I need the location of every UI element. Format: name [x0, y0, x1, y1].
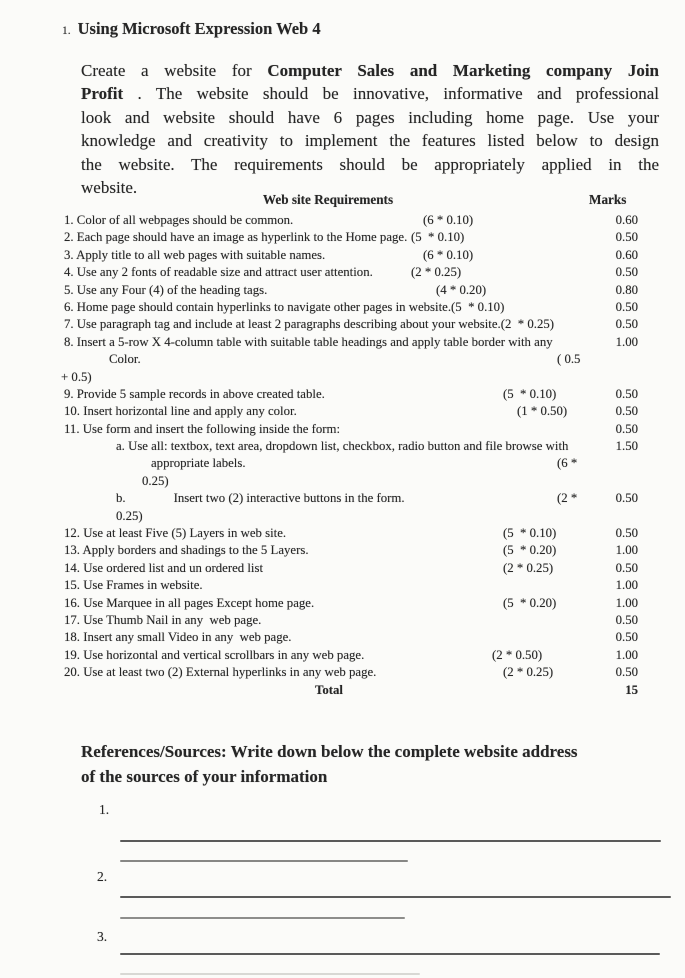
requirement-mark: 0.50: [615, 404, 638, 419]
writing-line: [120, 953, 660, 955]
writing-line: [120, 973, 420, 975]
requirement-row: [0, 456, 685, 473]
requirement-weighting: (5 * 0.20): [503, 595, 557, 610]
requirement-text: 0.25): [142, 473, 169, 488]
requirement-row: [0, 683, 685, 700]
requirement-text: 11. Use form and insert the following inside the form:: [64, 421, 341, 436]
requirement-row: [0, 230, 685, 247]
requirement-mark: 0.50: [615, 560, 638, 575]
requirement-weighting: (1 * 0.50): [517, 404, 568, 419]
requirement-row: [0, 491, 685, 508]
requirement-mark: 1.00: [615, 647, 638, 662]
intro-text: Create a website for: [81, 61, 268, 80]
intro-text: . The website should be innovative, informative and professional: [123, 84, 659, 104]
requirement-text: 6. Home page should contain hyperlinks to navigate other pages in website.(5 * 0.10): [64, 299, 505, 314]
requirement-row: [0, 509, 685, 526]
requirement-weighting: (6 *: [557, 456, 578, 471]
requirement-weighting: (2 *: [557, 491, 578, 506]
requirement-mark: 1.50: [615, 439, 638, 454]
requirement-row: [0, 613, 685, 630]
intro-line: [81, 82, 659, 105]
requirement-text: 19. Use horizontal and vertical scrollbars in any web page.: [64, 647, 365, 662]
requirement-weighting: (4 * 0.20): [436, 282, 487, 297]
requirement-row: [0, 648, 685, 665]
writing-line: [120, 896, 671, 898]
reference-number: 2.: [97, 869, 108, 884]
section-number: 1.: [62, 25, 71, 37]
requirement-text: 3. Apply title to all web pages with suitable names.: [64, 247, 326, 262]
requirement-row: [0, 578, 685, 595]
requirement-mark: 1.00: [615, 334, 638, 349]
writing-line: [120, 860, 408, 862]
requirement-mark: 0.50: [615, 665, 638, 680]
requirement-row: [0, 352, 685, 369]
section-title: Using Microsoft Expression Web 4: [77, 19, 321, 38]
requirement-text: 16. Use Marquee in all pages Except home page.: [64, 595, 315, 610]
requirement-weighting: (5 * 0.10): [411, 230, 465, 245]
requirement-text: 1. Color of all webpages should be common.: [64, 213, 294, 227]
intro-text: website.: [81, 178, 138, 198]
requirement-mark: 0.50: [615, 317, 638, 332]
requirement-text: a. Use all: textbox, text area, dropdown list, checkbox, radio button and file browse with: [116, 439, 569, 454]
marks-column-header: Marks: [589, 192, 627, 207]
requirement-row: [0, 474, 685, 491]
requirement-row: [0, 526, 685, 543]
intro-text-bold: Profit: [81, 84, 124, 104]
requirement-text: 18. Insert any small Video in any web page.: [64, 630, 292, 645]
requirement-mark: 1.00: [615, 578, 638, 593]
requirement-weighting: (6 * 0.10): [423, 247, 474, 262]
intro-paragraph: [81, 59, 659, 199]
requirement-weighting: (6 * 0.10): [423, 213, 474, 227]
reference-number: 3.: [97, 929, 108, 944]
requirement-row: [0, 543, 685, 560]
requirement-text: 5. Use any Four (4) of the heading tags.: [64, 282, 268, 297]
requirement-row: [0, 283, 685, 300]
requirement-weighting: (5 * 0.10): [503, 386, 557, 401]
requirements-table-header: [0, 192, 685, 213]
intro-text-bold: Computer Sales and Marketing company Join: [267, 61, 659, 80]
writing-line: [120, 840, 661, 842]
requirement-row: [0, 665, 685, 682]
requirement-text: appropriate labels.: [151, 456, 246, 471]
requirement-row: [0, 300, 685, 317]
requirement-mark: 0.50: [615, 386, 638, 401]
requirement-text: 13. Apply borders and shadings to the 5 Layers.: [64, 543, 309, 558]
intro-text: look and website should have 6 pages including home page. Use your: [81, 107, 659, 127]
requirement-mark: 1.00: [615, 595, 638, 610]
requirement-text: Color.: [109, 352, 141, 367]
requirement-text: 20. Use at least two (2) External hyperlinks in any web page.: [64, 665, 377, 680]
requirement-row: [0, 248, 685, 265]
references-heading: [81, 740, 666, 789]
requirements-column-header: Web site Requirements: [262, 192, 394, 207]
requirement-text: 7. Use paragraph tag and include at least 2 paragraphs describing about your website.(2 * 0.25): [64, 317, 555, 332]
requirement-mark: 0.80: [615, 282, 638, 297]
requirement-row: [0, 596, 685, 613]
requirement-text: 10. Insert horizontal line and apply any color.: [64, 404, 297, 419]
requirement-row: [0, 561, 685, 578]
requirement-weighting: (2 * 0.25): [503, 560, 554, 575]
requirement-row: [0, 317, 685, 334]
requirement-row: [0, 387, 685, 404]
requirement-mark: 0.50: [615, 299, 638, 314]
requirement-row: [0, 265, 685, 282]
requirement-row: [0, 370, 685, 387]
requirement-weighting: (5 * 0.20): [503, 543, 557, 558]
intro-line: [81, 106, 659, 129]
requirement-mark: 0.50: [615, 230, 638, 245]
requirement-weighting: ( 0.5: [557, 352, 581, 367]
requirement-text: 12. Use at least Five (5) Layers in web site.: [64, 526, 287, 541]
requirement-mark: 0.50: [615, 265, 638, 280]
requirement-text: Total: [315, 682, 343, 697]
requirement-mark: 0.50: [615, 612, 638, 627]
intro-text: knowledge and creativity to implement the features listed below to design: [81, 131, 659, 151]
requirement-text: 8. Insert a 5-row X 4-column table with suitable table headings and apply table border with any: [64, 334, 553, 349]
requirement-row: [0, 213, 685, 230]
requirements-table: [0, 192, 685, 700]
requirement-mark: 1.00: [615, 543, 638, 558]
intro-line: [81, 153, 659, 176]
writing-line: [120, 917, 405, 919]
requirement-text: + 0.5): [61, 369, 92, 384]
requirement-weighting: (2 * 0.25): [503, 665, 554, 680]
requirements-rows: [0, 213, 685, 700]
requirement-text: 15. Use Frames in website.: [64, 578, 203, 593]
references-heading-line1: References/Sources: Write down below the complete website address: [81, 742, 578, 761]
intro-line: [81, 59, 659, 82]
requirement-text: 14. Use ordered list and un ordered list: [64, 560, 264, 575]
requirement-row: [0, 422, 685, 439]
requirement-mark: 0.50: [615, 630, 638, 645]
requirement-row: [0, 630, 685, 647]
requirement-text: 9. Provide 5 sample records in above created table.: [64, 386, 325, 401]
requirement-weighting: (2 * 0.50): [492, 647, 543, 662]
intro-line: [81, 129, 659, 152]
requirement-row: [0, 404, 685, 421]
requirement-row: [0, 439, 685, 456]
requirement-text: 17. Use Thumb Nail in any web page.: [64, 612, 262, 627]
intro-text: the website. The requirements should be appropriately applied in the: [81, 154, 659, 174]
section-heading: [62, 19, 321, 39]
requirement-text: b. Insert two (2) interactive buttons in the form.: [116, 491, 405, 506]
requirement-weighting: (2 * 0.25): [411, 265, 462, 280]
requirement-mark: 0.50: [615, 421, 638, 436]
requirement-text: 2. Each page should have an image as hyperlink to the Home page.: [64, 230, 408, 245]
requirement-mark: 0.50: [615, 526, 638, 541]
references-heading-line2: of the sources of your information: [81, 766, 328, 786]
requirement-mark: 0.60: [615, 247, 638, 262]
requirement-row: [0, 335, 685, 352]
requirement-mark: 0.50: [615, 491, 638, 506]
requirement-weighting: (5 * 0.10): [503, 526, 557, 541]
requirement-text: 4. Use any 2 fonts of readable size and attract user attention.: [64, 265, 373, 280]
reference-number: 1.: [99, 802, 110, 817]
requirement-mark: 0.60: [615, 213, 638, 227]
requirement-mark: 15: [625, 682, 638, 697]
requirement-text: 0.25): [116, 508, 143, 523]
